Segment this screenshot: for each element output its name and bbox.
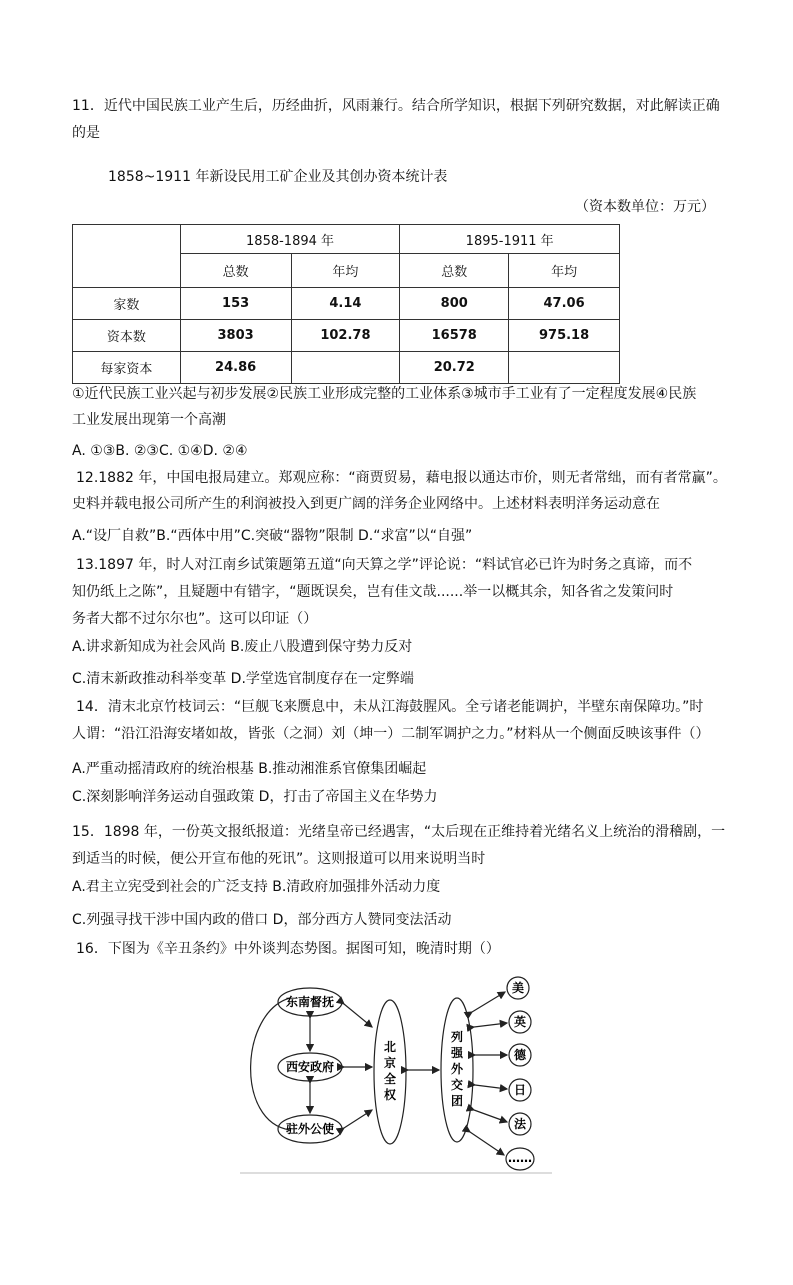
arrow-to-country [472,992,505,1012]
table-cell: 24.86 [180,352,291,384]
q11-options: A. ①③B. ②③C. ①④D. ②④ [72,443,248,459]
q12-stem-line1: 12.1882 年，中国电报局建立。郑观应称：“商贾贸易，藉电报以通达市价，则无者常绌，而有者常赢”。 [76,470,727,486]
country-label: 美 [511,981,525,995]
q15-stem-line1: 15．1898 年，一份英文报纸报道：光绪皇帝已经遇害，“太后现在正维持着光绪名义上统治的滑稽剧，一 [72,824,726,840]
period2-header: 1895-1911 年 [400,225,620,254]
powers-label-char: 列 [450,1030,464,1044]
country-label: 英 [513,1015,527,1029]
table-title: 1858~1911 年新设民用工矿企业及其创办资本统计表 [108,169,448,185]
powers-label [450,1029,464,1108]
q14-options-cd: C.深刻影响洋务运动自强政策 D，打击了帝国主义在华势力 [72,789,438,805]
statistics-table [72,224,620,384]
q16-stem: 16．下图为《辛丑条约》中外谈判态势图。据图可知，晚清时期（） [76,941,500,957]
table-cell [509,352,620,384]
q11-statements-line2: 工业发展出现第一个高潮 [72,412,226,428]
arrow-to-country [470,1132,504,1155]
q11-stem-line2: 的是 [72,125,100,141]
node-zhuwai-label: 驻外公使 [285,1122,335,1136]
q13-stem-line3: 务者大都不过尔尔也”。这可以印证（） [72,611,318,627]
center-label-char: 北 [383,1040,397,1054]
center-label-char: 京 [383,1056,397,1070]
q15-stem-line2: 到适当的时候，便公开宣布他的死讯”。这则报道可以用来说明当时 [72,851,486,867]
q13-options-cd: C.清末新政推动科举变革 D.学堂选官制度存在一定弊端 [72,671,414,687]
q14-options-ab: A.严重动摇清政府的统治根基 B.推动湘淮系官僚集团崛起 [72,761,427,777]
node-xian-label: 西安政府 [285,1060,335,1074]
center-label-char: 权 [383,1088,397,1102]
table-row [73,288,620,320]
country-label: …… [508,1151,532,1165]
powers-label-char: 交 [450,1078,464,1092]
left-loop-line [251,998,290,1130]
q15-options-cd: C.列强寻找干涉中国内政的借口 D，部分西方人赞同变法活动 [72,912,452,928]
country-label: 德 [513,1048,527,1062]
q12-stem-line2: 史料并载电报公司所产生的利润被投入到更广阔的洋务企业网络中。上述材料表明洋务运动意在 [72,496,660,512]
sub-avg-header: 年均 [509,254,620,288]
q13-stem-line1: 13.1897 年，时人对江南乡试策题第五道“向天算之学”评论说：“料试官必已许为时务之真谛，而不 [76,557,693,573]
table-cell: 20.72 [400,352,509,384]
row-label: 每家资本 [73,352,181,384]
table-cell: 102.78 [291,320,400,352]
table-header-row [73,225,620,254]
node-dongnan-label: 东南督抚 [285,995,335,1009]
country-label: 法 [513,1117,527,1131]
table-cell: 16578 [400,320,509,352]
center-label [384,1040,397,1102]
table-unit: （资本数单位：万元） [575,199,715,215]
q14-stem-line1: 14．清末北京竹枝词云：“巨舰飞来赝息中，未从江海鼓腥风。全亏诸老能调护，半壁东南保障功。”时 [76,699,704,715]
powers-label-char: 强 [450,1046,464,1060]
arrow-to-country [474,1110,507,1122]
table-cell: 4.14 [291,288,400,320]
q11-statements-line1: ①近代民族工业兴起与初步发展②民族工业形成完整的工业体系③城市手工业有了一定程度发展④民族 [72,386,697,402]
powers-label-char: 团 [450,1094,464,1108]
q12-options: A.“设厂自救”B.“西体中用”C.突破“器物”限制 D.“求富”以“自强” [72,528,473,544]
center-label-char: 全 [383,1072,397,1086]
table-cell: 800 [400,288,509,320]
country-label: 日 [513,1083,527,1097]
table-corner-cell [73,225,181,288]
sub-total-header: 总数 [400,254,509,288]
table-cell: 47.06 [509,288,620,320]
sub-avg-header: 年均 [291,254,400,288]
table-row [73,352,620,384]
q14-stem-line2: 人谓：“沿江沿海安堵如故，皆张（之洞）刘（坤一）二制军调护之力。”材料从一个侧面反映该事件（） [72,726,710,742]
powers-label-char: 外 [450,1062,464,1076]
row-label: 家数 [73,288,181,320]
sub-total-header: 总数 [180,254,291,288]
arrow-dongnan-center [344,1004,372,1027]
negotiation-diagram [240,972,552,1177]
table-cell: 3803 [180,320,291,352]
q15-options-ab: A.君主立宪受到社会的广泛支持 B.清政府加强排外活动力度 [72,879,441,895]
table-cell [291,352,400,384]
table-cell: 975.18 [509,320,620,352]
table-cell: 153 [180,288,291,320]
arrow-zhuwai-center [344,1110,372,1128]
q11-stem-line1: 11．近代中国民族工业产生后，历经曲折，风雨兼行。结合所学知识，根据下列研究数据，对此解读正确 [72,98,720,114]
q13-options-ab: A.讲求新知成为社会风尚 B.废止八股遭到保守势力反对 [72,639,413,655]
q13-stem-line2: 知仍纸上之陈”，且疑题中有错字，“题既误矣，岂有佳文哉......举一以概其余，知各省之发策问时 [72,584,674,600]
row-label: 资本数 [73,320,181,352]
period1-header: 1858-1894 年 [180,225,400,254]
arrow-to-country [474,1023,507,1027]
table-row [73,320,620,352]
arrow-to-country [475,1085,507,1089]
